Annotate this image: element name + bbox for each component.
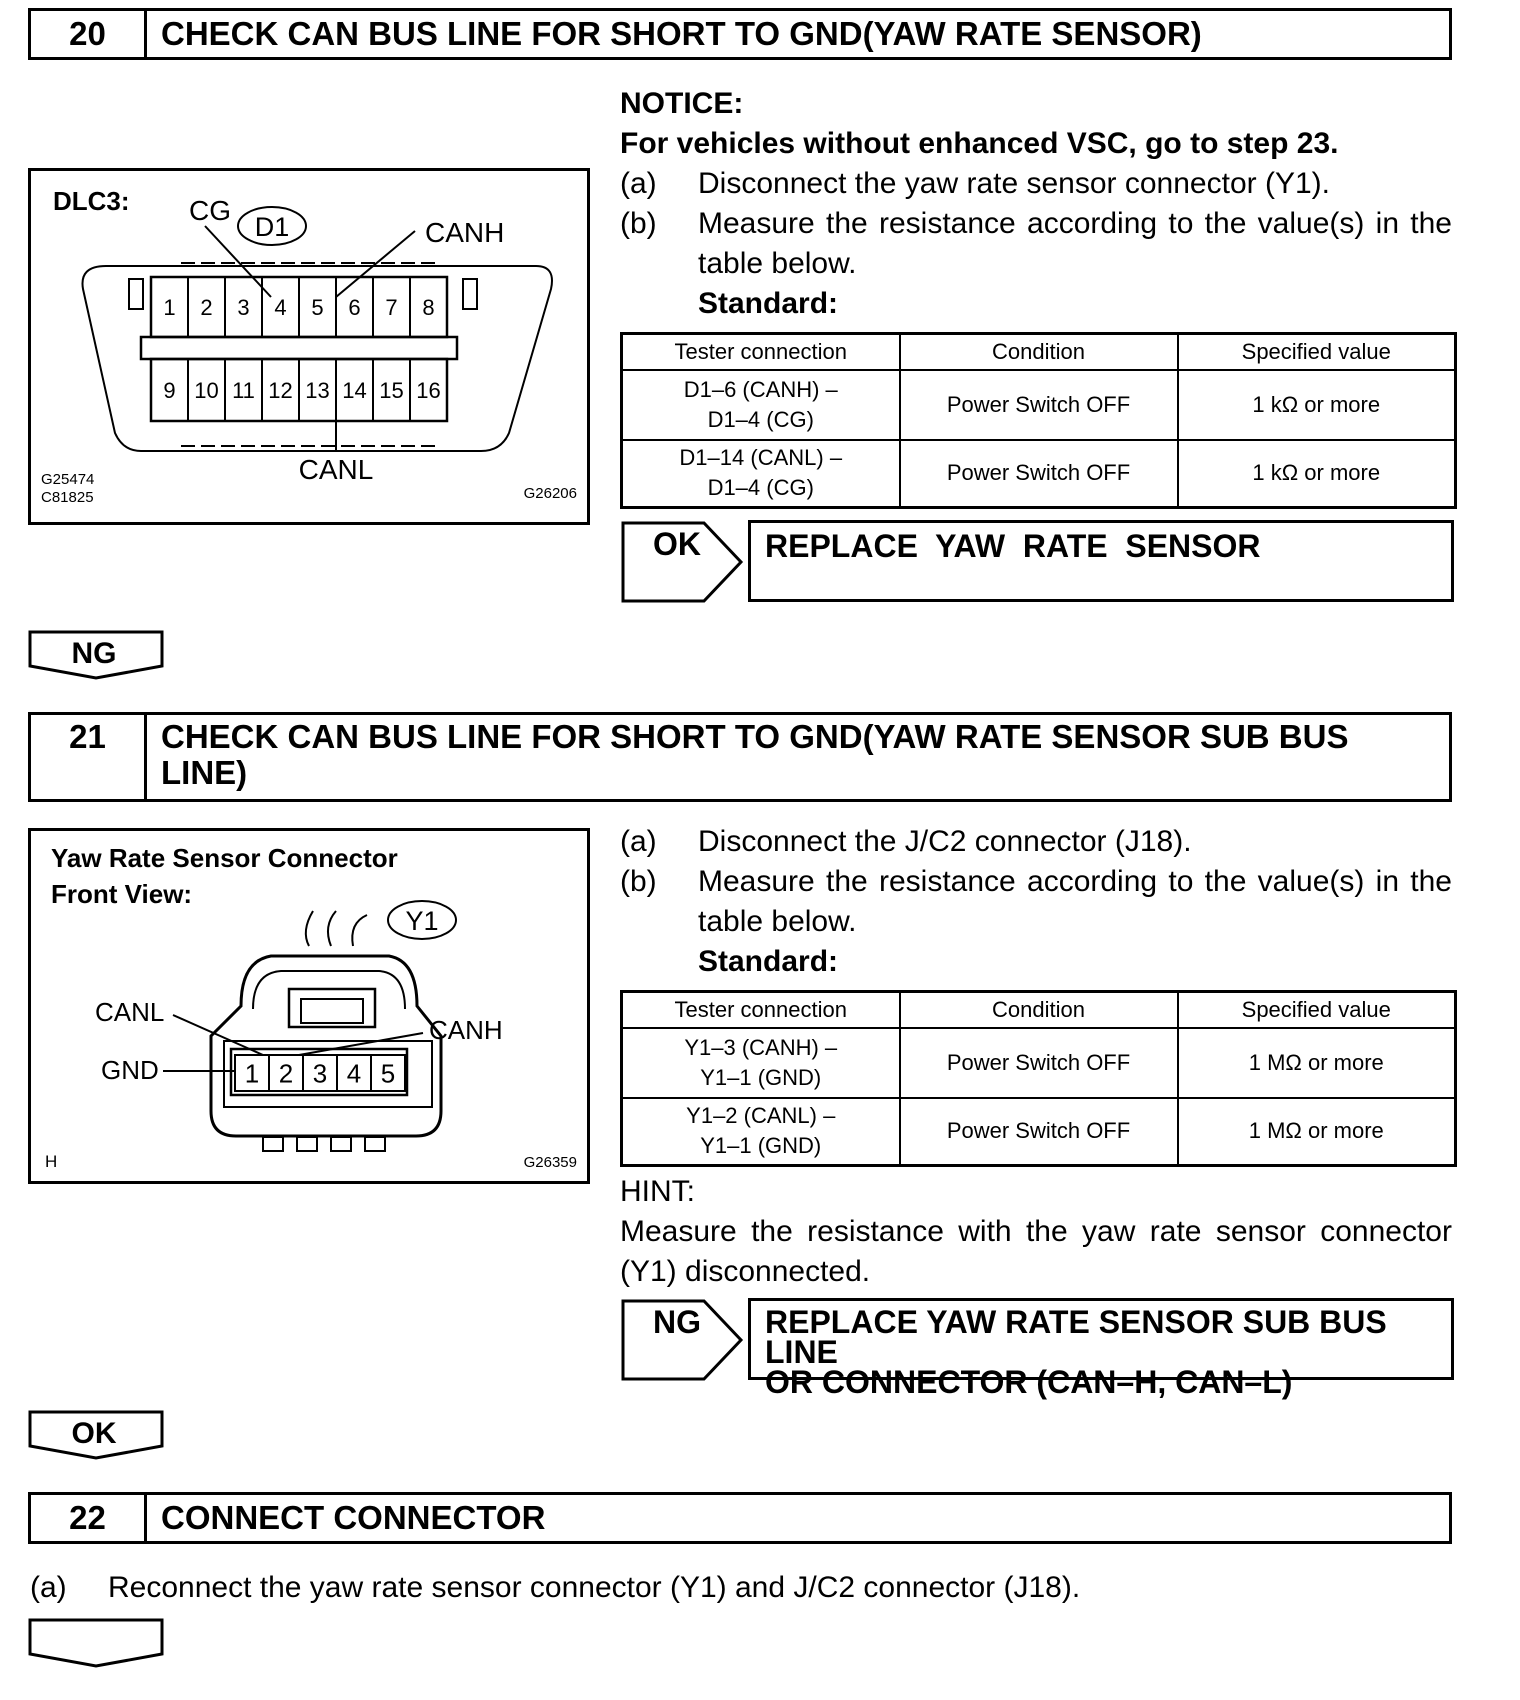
pin-number: 5 [380, 1058, 396, 1089]
column-header: Specified value [1178, 334, 1456, 370]
step-title-line: CHECK CAN BUS LINE FOR SHORT TO GND(YAW RATE SENSOR SUB BUS [161, 718, 1349, 755]
dlc3-title: DLC3: [53, 186, 130, 216]
step-b-text: Measure the resistance according to the value(s) in the [698, 207, 1452, 240]
notice-label: NOTICE: [620, 87, 744, 120]
result-action-text: OR CONNECTOR (CAN–H, CAN–L) [765, 1364, 1293, 1400]
table-row [622, 370, 1456, 440]
step-b-label: (b) [620, 865, 657, 898]
step-a-label: (a) [620, 167, 657, 200]
step-number: 22 [31, 1495, 147, 1541]
condition: Power Switch OFF [900, 1028, 1178, 1098]
pin-number: 1 [163, 294, 176, 320]
step-title-line: LINE) [161, 754, 248, 791]
pin-number: 10 [194, 377, 219, 403]
tester-connection: D1–4 (CG) [707, 406, 814, 432]
table-row [622, 1028, 1456, 1098]
step-title: CONNECT CONNECTOR [161, 1499, 546, 1536]
step-b-label: (b) [620, 207, 657, 240]
tester-connection: D1–4 (CG) [707, 475, 814, 501]
connector-body [211, 956, 441, 1136]
ng-arrow-tag [620, 1298, 746, 1382]
step-a-text: Disconnect the yaw rate sensor connector (Y1). [698, 167, 1330, 200]
standard-label: Standard: [698, 945, 839, 978]
specified-value: 1 MΩ or more [1178, 1028, 1456, 1098]
step-b-text-cont: table below. [698, 905, 857, 938]
canl-label: CANL [298, 454, 374, 485]
tester-connection: Y1–2 (CANL) – [686, 1103, 836, 1129]
pins-bottom-row [151, 359, 447, 421]
pin-number: 2 [278, 1058, 294, 1089]
hint-text-cont: (Y1) disconnected. [620, 1255, 871, 1288]
column-header: Tester connection [622, 992, 900, 1028]
step-a-label: (a) [30, 1571, 67, 1604]
tester-connection: Y1–1 (GND) [700, 1064, 822, 1090]
pin-number: 8 [422, 294, 435, 320]
yaw-rate-connector-diagram [31, 831, 587, 1181]
canl-label: CANL [95, 997, 165, 1027]
step-title: CHECK CAN BUS LINE FOR SHORT TO GND(YAW RATE SENSOR) [161, 15, 1202, 52]
hint-label: HINT: [620, 1175, 695, 1208]
notice-text: For vehicles without enhanced VSC, go to step 23. [620, 127, 1339, 160]
figure-code: H [45, 1152, 58, 1171]
dlc3-figure [28, 168, 590, 525]
flow-tag-label: NG [71, 637, 117, 670]
gnd-label: GND [101, 1055, 159, 1085]
pin-number: 15 [379, 377, 404, 403]
table-row [622, 1098, 1456, 1166]
pins-top-row [151, 277, 447, 337]
step-a-text: Disconnect the J/C2 connector (J18). [698, 825, 1192, 858]
pin-number: 3 [312, 1058, 328, 1089]
pin-number: 13 [305, 377, 330, 403]
canh-label: CANH [425, 217, 505, 248]
standard-table [620, 332, 1457, 509]
specified-value: 1 MΩ or more [1178, 1098, 1456, 1166]
step-20-header [28, 8, 1452, 60]
pin-number: 7 [385, 294, 398, 320]
column-header: Condition [900, 992, 1178, 1028]
figure-title: Front View: [51, 879, 193, 909]
standard-table [620, 990, 1457, 1167]
figure-code: G25474 [41, 471, 95, 488]
column-header: Condition [900, 334, 1178, 370]
tester-connection: D1–14 (CANL) – [679, 445, 843, 471]
figure-code: G26359 [523, 1154, 577, 1171]
yaw-rate-sensor-figure [28, 828, 590, 1184]
pin-number: 2 [200, 294, 213, 320]
canh-label: CANH [429, 1015, 503, 1045]
step-21-header [28, 712, 1452, 802]
pin-number: 11 [232, 377, 255, 403]
pin-number: 3 [237, 294, 250, 320]
figure-title: Yaw Rate Sensor Connector [51, 843, 398, 873]
step-b-text-cont: table below. [698, 247, 857, 280]
tester-connection: Y1–1 (GND) [700, 1133, 822, 1159]
pin-number: 9 [163, 377, 176, 403]
y1-label: Y1 [405, 906, 439, 936]
figure-code: G26206 [523, 485, 577, 502]
condition: Power Switch OFF [900, 1098, 1178, 1166]
pin-number: 12 [268, 377, 293, 403]
step-a-text: Reconnect the yaw rate sensor connector (Y1) and J/C2 connector (J18). [108, 1571, 1081, 1604]
cg-label: CG [189, 195, 231, 226]
pin-number: 4 [346, 1058, 362, 1089]
condition: Power Switch OFF [900, 440, 1178, 508]
step-number: 21 [31, 715, 147, 799]
pin-number: 14 [342, 377, 367, 403]
pin-number: 6 [348, 294, 361, 320]
standard-label: Standard: [698, 287, 839, 320]
step-a-label: (a) [620, 825, 657, 858]
ng-flow-tag [28, 630, 166, 682]
column-header: Specified value [1178, 992, 1456, 1028]
step-number: 20 [31, 11, 147, 57]
result-action-box [748, 1298, 1454, 1400]
d1-label: D1 [254, 212, 290, 242]
ok-arrow-tag [620, 520, 746, 604]
hint-text: Measure the resistance with the yaw rate sensor connector [620, 1215, 1452, 1248]
pin-number: 16 [416, 377, 441, 403]
yaw-pins [235, 1055, 405, 1091]
pin-number: 4 [274, 294, 287, 320]
flow-tag-label: OK [71, 1417, 117, 1450]
result-tag-label: OK [653, 526, 701, 562]
result-action-box [748, 520, 1454, 602]
tester-connection: D1–6 (CANH) – [683, 376, 838, 402]
column-header: Tester connection [622, 334, 900, 370]
tester-connection: Y1–3 (CANH) – [684, 1034, 838, 1060]
next-flow-tag [28, 1618, 166, 1670]
result-action-text: REPLACE YAW RATE SENSOR [765, 528, 1261, 564]
step-22-header [28, 1492, 1452, 1544]
pin-number: 1 [244, 1058, 260, 1089]
ok-flow-tag [28, 1410, 166, 1462]
specified-value: 1 kΩ or more [1178, 440, 1456, 508]
specified-value: 1 kΩ or more [1178, 370, 1456, 440]
result-tag-label: NG [653, 1304, 701, 1340]
figure-code: C81825 [41, 489, 94, 506]
dlc3-connector-diagram [31, 171, 587, 522]
table-row [622, 440, 1456, 508]
result-action-text: REPLACE YAW RATE SENSOR SUB BUS LINE [765, 1304, 1387, 1370]
step-title [147, 715, 1449, 799]
pin-number: 5 [311, 294, 324, 320]
condition: Power Switch OFF [900, 370, 1178, 440]
step-b-text: Measure the resistance according to the value(s) in the [698, 865, 1452, 898]
